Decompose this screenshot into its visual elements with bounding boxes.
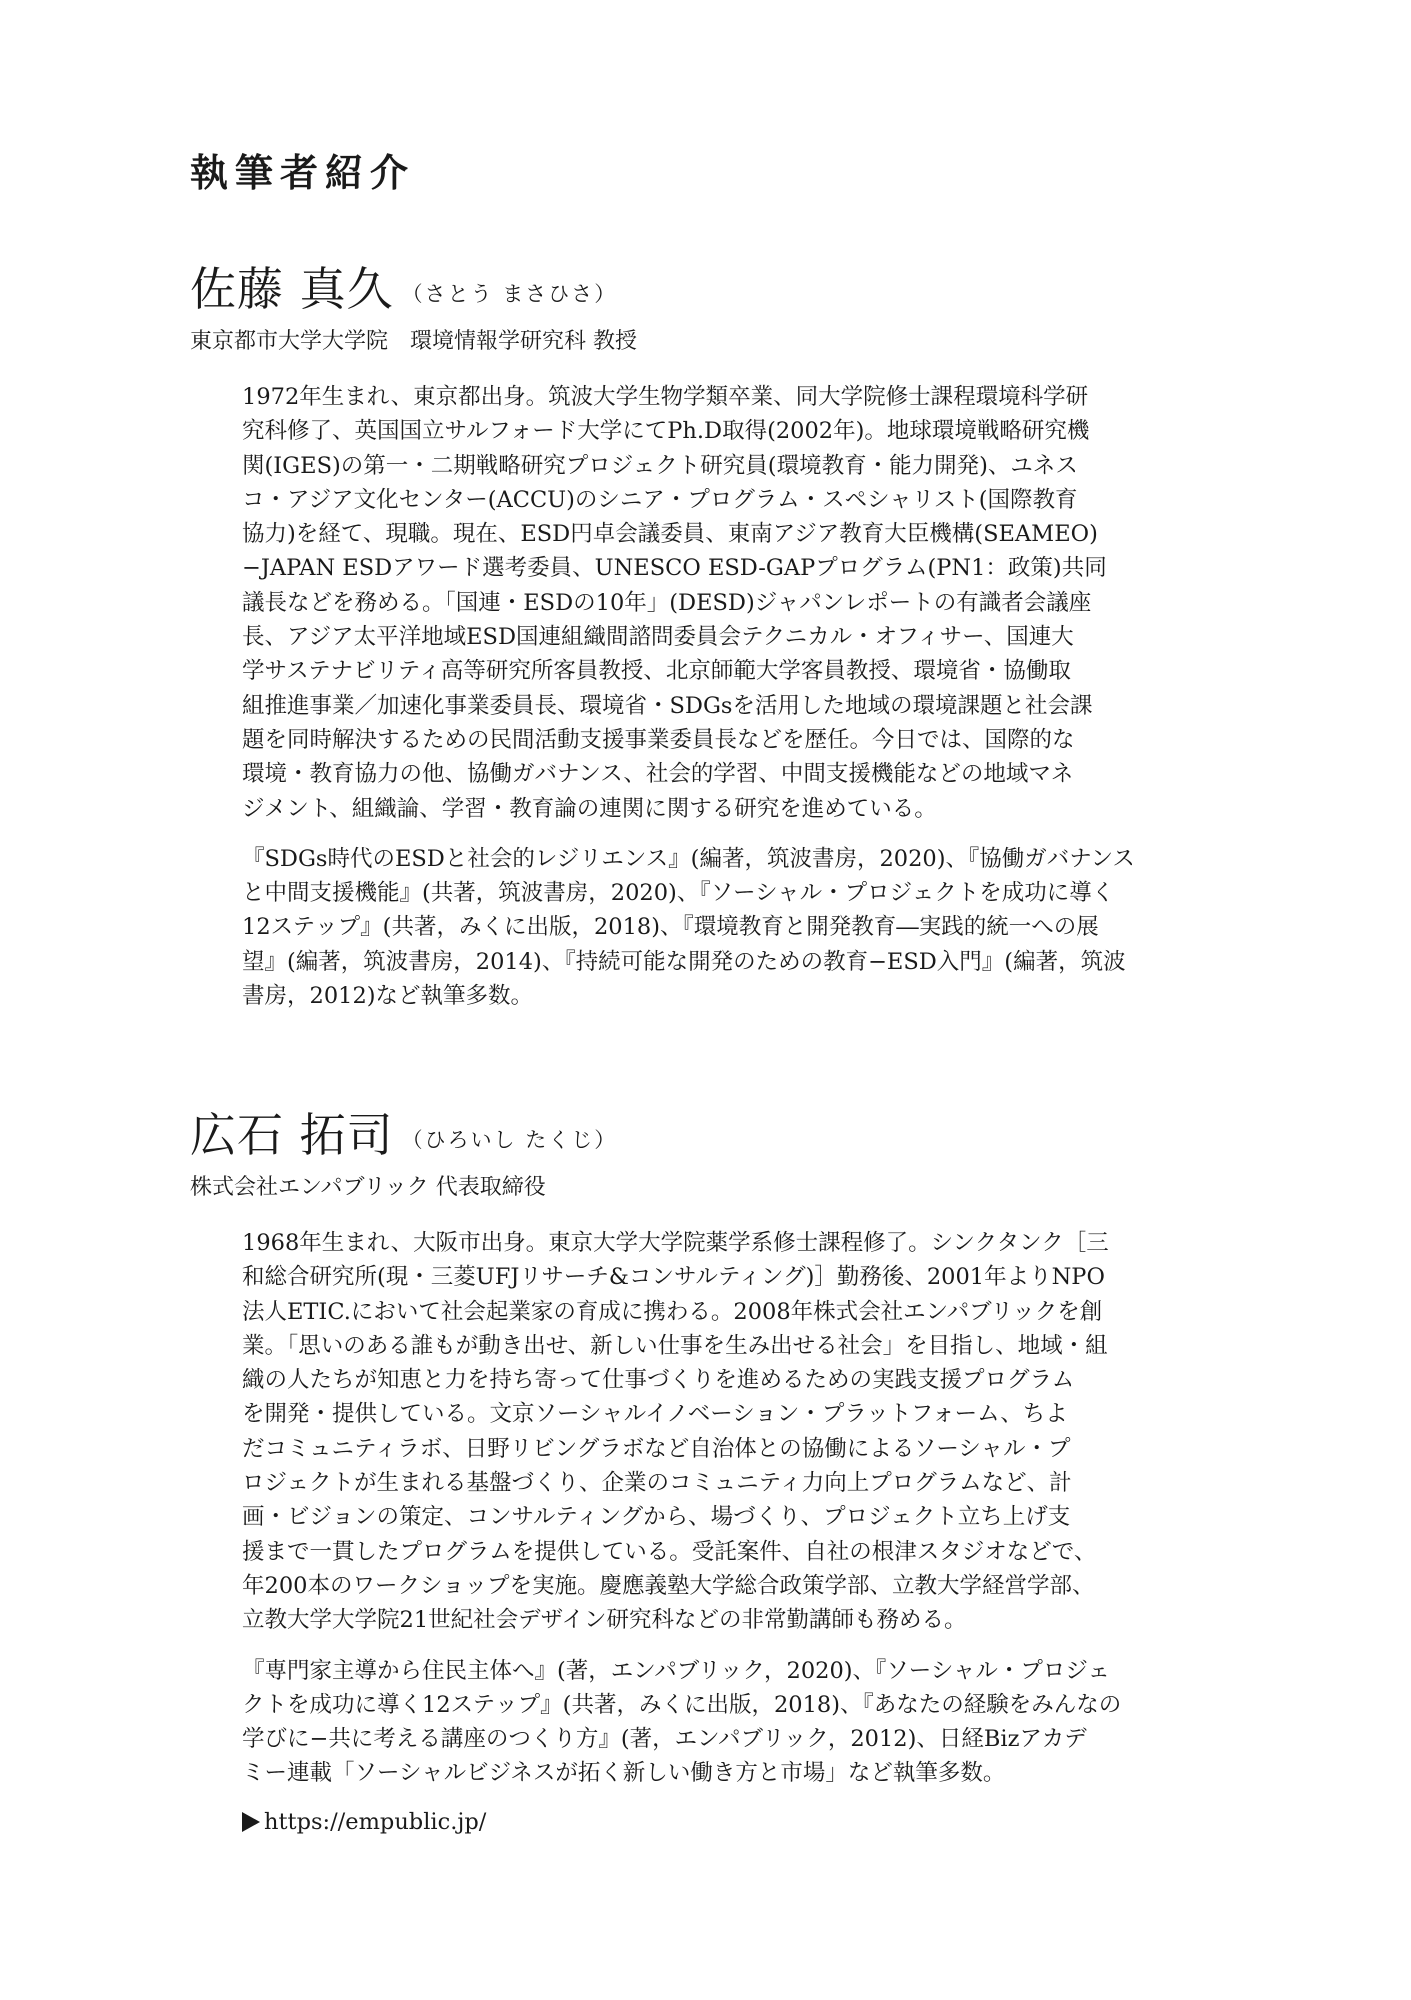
author-website-url[interactable]: https://empublic.jp/ <box>264 1808 487 1835</box>
author-name-reading: （さとう まさひさ） <box>401 282 618 306</box>
bio-line: 環境・教育協力の他、協働ガバナンス、社会的学習、中間支援機能などの地域マネ <box>242 761 1074 788</box>
author-works <box>242 842 1226 1013</box>
works-line: 望』(編著，筑波書房，2014)、『持続可能な開発のための教育−ESD入門』(編著，筑波 <box>242 948 1126 975</box>
author-profile-hiroishi <box>190 1104 1226 1839</box>
works-line: 書房，2012)など執筆多数。 <box>242 983 534 1010</box>
bio-line: 法人ETIC.において社会起業家の育成に携わる。2008年株式会社エンパブリックを創 <box>242 1298 1103 1325</box>
works-line: 『SDGs時代のESDと社会的レジリエンス』(編著，筑波書房，2020)、『協働ガバナンス <box>242 845 1135 872</box>
works-line: 『専門家主導から住民主体へ』(著，エンパブリック，2020)、『ソーシャル・プロジェ <box>242 1657 1110 1684</box>
bio-line: 1972年生まれ、東京都出身。筑波大学生物学類卒業、同大学院修士課程環境科学研 <box>242 384 1089 410</box>
bio-line: 究科修了、英国国立サルフォード大学にてPh.D取得(2002年)。地球環境戦略研究機 <box>242 418 1090 445</box>
author-name-line <box>190 258 1226 320</box>
author-name: 佐藤 真久 <box>190 262 394 316</box>
bio-line: を開発・提供している。文京ソーシャルイノベーション・プラットフォーム、ちよ <box>242 1401 1068 1428</box>
bio-line: 立教大学大学院21世紀社会デザイン研究科などの非常勤講師も務める。 <box>242 1607 967 1634</box>
author-website-link[interactable] <box>242 1805 1226 1839</box>
bio-line: −JAPAN ESDアワード選考委員、UNESCO ESD-GAPプログラム(PN1：政策)共同 <box>242 555 1107 582</box>
page-title: 執筆者紹介 <box>190 151 416 195</box>
bio-line: 協力)を経て、現職。現在、ESD円卓会議委員、東南アジア教育大臣機構(SEAMEO) <box>242 521 1098 548</box>
bio-line: 織の人たちが知恵と力を持ち寄って仕事づくりを進めるための実践支援プログラム <box>242 1367 1075 1394</box>
bio-line: 議長などを務める。「国連・ESDの10年」(DESD)ジャパンレポートの有識者会議座 <box>242 589 1092 616</box>
bio-line: ロジェクトが生まれる基盤づくり、企業のコミュニティ力向上プログラムなど、計 <box>242 1470 1072 1497</box>
bio-line: 援まで一貫したプログラムを提供している。受託案件、自社の根津スタジオなどで、 <box>242 1538 1097 1565</box>
bio-line: ジメント、組織論、学習・教育論の連関に関する研究を進めている。 <box>242 795 937 822</box>
works-line: ミー連載「ソーシャルビジネスが拓く新しい働き方と市場」など執筆多数。 <box>242 1760 1006 1787</box>
author-name-reading: （ひろいし たくじ） <box>401 1128 618 1152</box>
works-line: 学びに−共に考える講座のつくり方』(著，エンパブリック，2012)、日経Bizアカデ <box>242 1726 1087 1753</box>
author-works <box>242 1654 1226 1791</box>
author-affiliation: 株式会社エンパブリック 代表取締役 <box>190 1175 546 1200</box>
bio-line: 業。「思いのある誰もが動き出せ、新しい仕事を生み出せる社会」を目指し、地域・組 <box>242 1332 1108 1359</box>
author-name-line <box>190 1104 1226 1166</box>
bio-line: 学サステナビリティ高等研究所客員教授、北京師範大学客員教授、環境省・協働取 <box>242 658 1071 685</box>
author-profile-sato <box>190 258 1226 1013</box>
author-affiliation: 東京都市大学大学院 環境情報学研究科 教授 <box>190 329 637 354</box>
bio-line: 年200本のワークショップを実施。慶應義塾大学総合政策学部、立教大学経営学部、 <box>242 1572 1095 1599</box>
works-line: と中間支援機能』(共著，筑波書房，2020)、『ソーシャル・プロジェクトを成功に導く <box>242 880 1115 907</box>
bio-line: 関(IGES)の第一・二期戦略研究プロジェクト研究員(環境教育・能力開発)、ユネス <box>242 452 1078 479</box>
works-line: 12ステップ』(共著，みくに出版，2018)、『環境教育と開発教育―実践的統一への展 <box>242 914 1099 941</box>
author-bio <box>242 1226 1226 1839</box>
author-bio <box>242 380 1226 1013</box>
bio-line: コ・アジア文化センター(ACCU)のシニア・プログラム・スペシャリスト(国際教育 <box>242 486 1078 513</box>
bio-line: 和総合研究所(現・三菱UFJリサーチ&コンサルティング)］勤務後、2001年よりNPO <box>242 1264 1105 1291</box>
bio-line: 長、アジア太平洋地域ESD国連組織間諮問委員会テクニカル・オフィサー、国連大 <box>242 624 1074 651</box>
bio-line: だコミュニティラボ、日野リビングラボなど自治体との協働によるソーシャル・プ <box>242 1435 1071 1462</box>
works-line: クトを成功に導く12ステップ』(共著，みくに出版，2018)、『あなたの経験をみんなの <box>242 1691 1122 1718</box>
bio-line: 題を同時解決するための民間活動支援事業委員長などを歴任。今日では、国際的な <box>242 726 1075 753</box>
bio-line: 画・ビジョンの策定、コンサルティングから、場づくり、プロジェクト立ち上げ支 <box>242 1504 1071 1531</box>
bio-line: 組推進事業／加速化事業委員長、環境省・SDGsを活用した地域の環境課題と社会課 <box>242 692 1093 719</box>
triangle-bullet-icon <box>242 1812 260 1832</box>
bio-line: 1968年生まれ、大阪市出身。東京大学大学院薬学系修士課程修了。シンクタンク［三 <box>242 1230 1109 1256</box>
author-name: 広石 拓司 <box>190 1108 394 1162</box>
